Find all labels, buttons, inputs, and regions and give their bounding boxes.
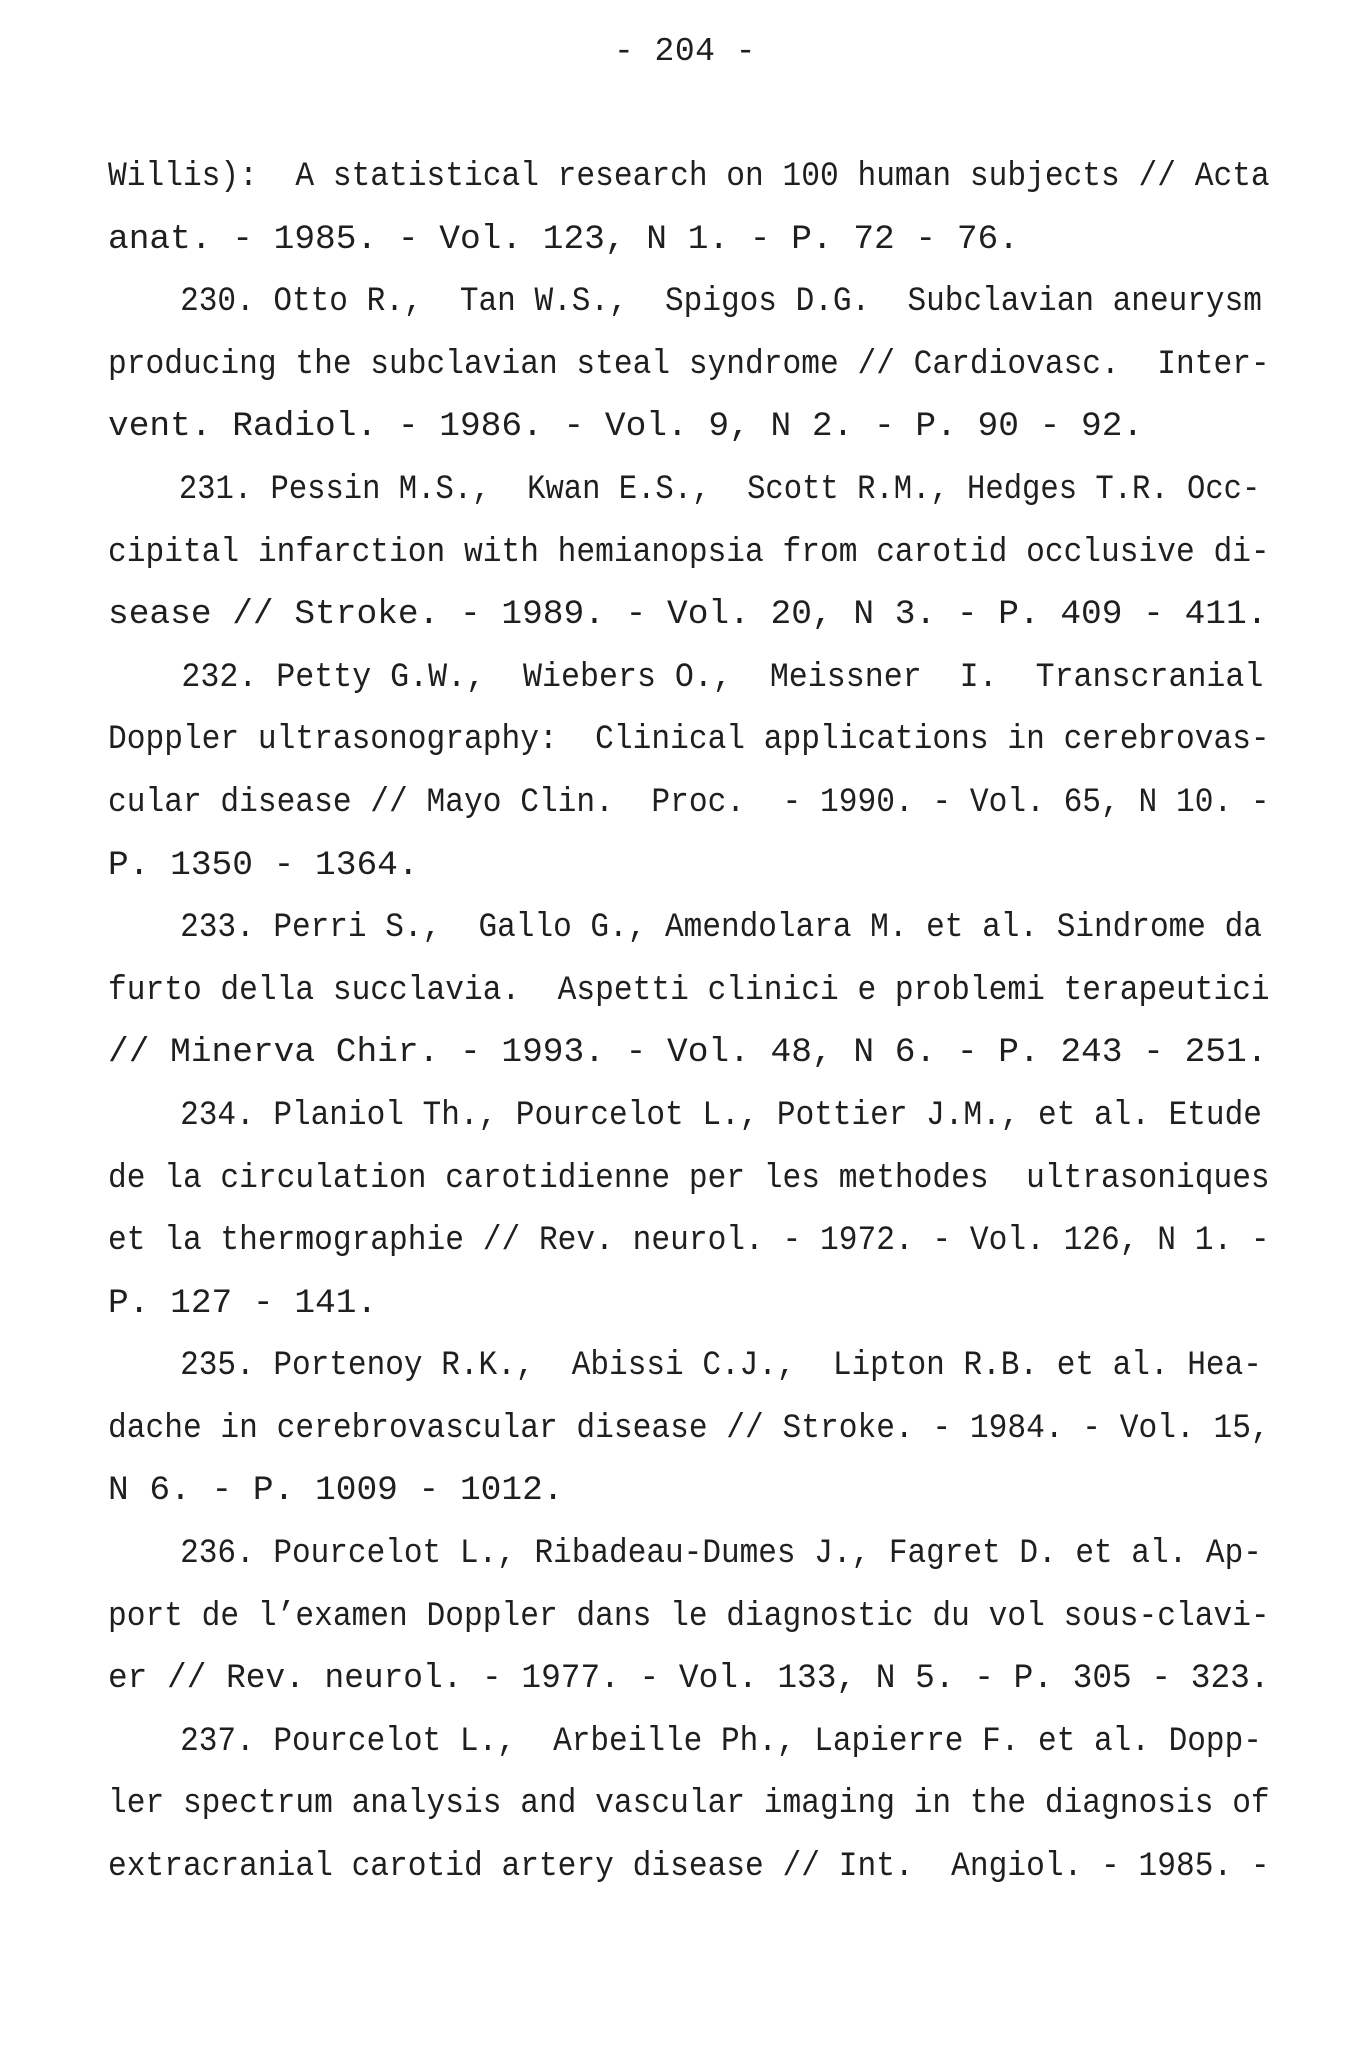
reference-entry-start-line: 230. Otto R., Tan W.S., Spigos D.G. Subclavian aneurysm: [180, 282, 1262, 322]
reference-line: P. 127 - 141.: [108, 1283, 378, 1323]
page-number: - 204 -: [613, 33, 757, 70]
reference-entry-start-line: 233. Perri S., Gallo G., Amendolara M. et al. Sindrome da: [180, 908, 1262, 948]
reference-line: er // Rev. neurol. - 1977. - Vol. 133, N 5. - P. 305 - 323.: [108, 1659, 1270, 1699]
reference-line: de la circulation carotidienne per les methodes ultrasoniques: [108, 1158, 1270, 1198]
reference-line: N 6. - P. 1009 - 1012.: [108, 1471, 564, 1511]
reference-entry-start-line: 231. Pessin M.S., Kwan E.S., Scott R.M., Hedges T.R. Occ-: [178, 469, 1261, 509]
reference-entry-start-line: 237. Pourcelot L., Arbeille Ph., Lapierre F. et al. Dopp-: [180, 1721, 1262, 1761]
reference-line: cipital infarction with hemianopsia from carotid occlusive di-: [108, 532, 1270, 572]
reference-list: [108, 146, 1270, 1899]
reference-entry-start-line: 232. Petty G.W., Wiebers O., Meissner I. Transcranial: [181, 657, 1264, 697]
reference-line: vent. Radiol. - 1986. - Vol. 9, N 2. - P. 90 - 92.: [108, 407, 1144, 447]
reference-line: anat. - 1985. - Vol. 123, N 1. - P. 72 - 76.: [108, 219, 1019, 259]
reference-line: extracranial carotid artery disease // Int. Angiol. - 1985. -: [108, 1847, 1270, 1887]
reference-line: cular disease // Mayo Clin. Proc. - 1990. - Vol. 65, N 10. -: [108, 782, 1270, 822]
reference-line: Willis): A statistical research on 100 human subjects // Acta: [108, 157, 1270, 196]
reference-entry-start-line: 234. Planiol Th., Pourcelot L., Pottier J.M., et al. Etude: [180, 1095, 1262, 1135]
reference-line: port de l’examen Doppler dans le diagnostic du vol sous-clavi-: [108, 1596, 1270, 1636]
reference-line: Doppler ultrasonography: Clinical applications in cerebrovas-: [108, 720, 1270, 760]
reference-line: sease // Stroke. - 1989. - Vol. 20, N 3. - P. 409 - 411.: [108, 595, 1268, 635]
reference-line: et la thermographie // Rev. neurol. - 1972. - Vol. 126, N 1. -: [108, 1221, 1270, 1261]
reference-entry-start-line: 235. Portenoy R.K., Abissi C.J., Lipton R.B. et al. Hea-: [180, 1346, 1262, 1386]
reference-line: producing the subclavian steal syndrome // Cardiovasc. Inter-: [108, 344, 1270, 384]
reference-entry-start-line: 236. Pourcelot L., Ribadeau-Dumes J., Fagret D. et al. Ap-: [180, 1534, 1262, 1574]
reference-line: furto della succlavia. Aspetti clinici e problemi terapeutici: [108, 970, 1270, 1010]
reference-line: // Minerva Chir. - 1993. - Vol. 48, N 6. - P. 243 - 251.: [108, 1033, 1268, 1073]
reference-line: P. 1350 - 1364.: [108, 845, 419, 885]
reference-line: ler spectrum analysis and vascular imaging in the diagnosis of: [108, 1784, 1270, 1824]
reference-line: dache in cerebrovascular disease // Stroke. - 1984. - Vol. 15,: [108, 1408, 1270, 1448]
